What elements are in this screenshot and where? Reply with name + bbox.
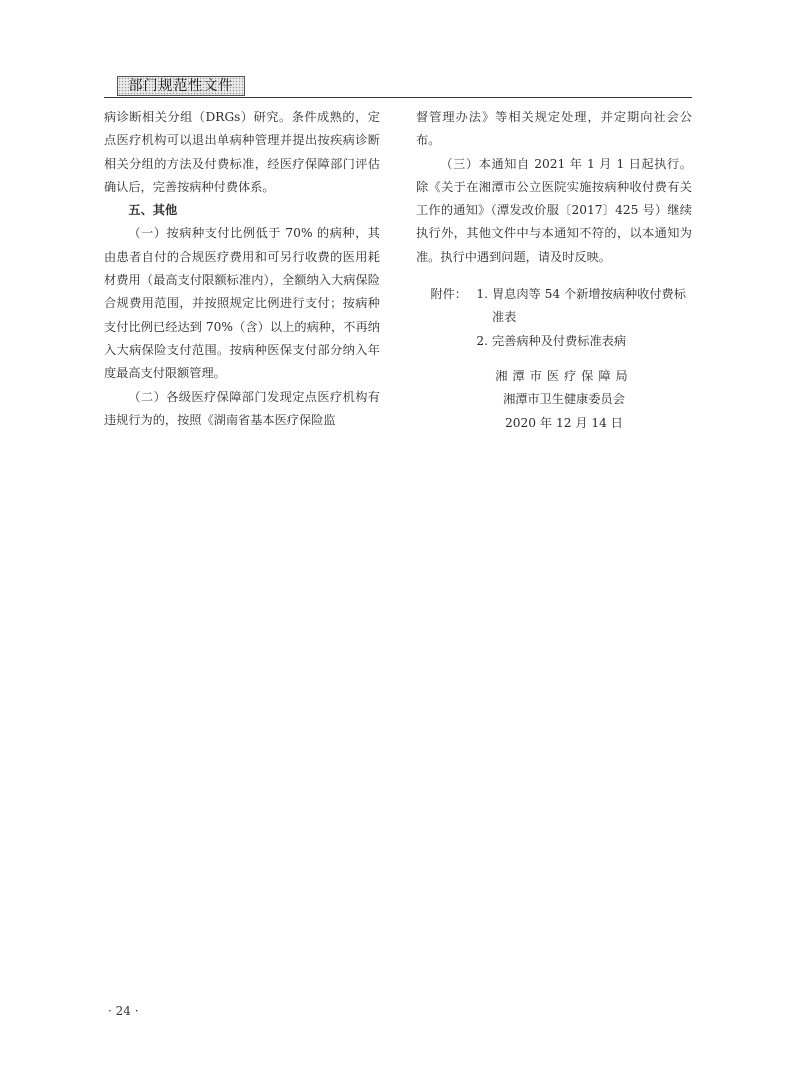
attachment-row-2 [416, 330, 692, 353]
issuer-medical-security-bureau: 湘潭市医疗保障局 [495, 368, 633, 383]
attachment-item [467, 283, 692, 330]
attachment-number: 1. [476, 287, 488, 302]
right-paragraph-2: （三）本通知自 2021 年 1 月 1 日起执行。除《关于在湘潭市公立医院实施按病种收付费有关工作的通知》（潭发改价服〔2017〕425 号）继续执行外，其他文件中与本通知不符的，以本通知为准。执行中遇到问题，请及时反映。 [416, 156, 692, 264]
left-column [104, 106, 380, 432]
issue-date: 2020 年 12 月 14 日 [505, 415, 623, 430]
right-paragraph-1: 督管理办法》等相关规定处理，并定期向社会公布。 [416, 110, 692, 148]
left-paragraph-3: （二）各级医疗保障部门发现定点医疗机构有违规行为的，按照《湖南省基本医疗保险监 [104, 389, 380, 427]
section-label: 部门规范性文件 [117, 76, 245, 96]
attachment-number: 2. [476, 333, 488, 348]
attachment-text: 完善病种及付费标准表病 [492, 333, 627, 348]
attachment-row-1 [416, 283, 692, 330]
header-divider [104, 97, 692, 98]
right-column [416, 106, 692, 435]
attachment-label-spacer [416, 330, 467, 353]
attachments-block [416, 283, 692, 353]
issuer-health-commission: 湘潭市卫生健康委员会 [503, 392, 625, 407]
attachment-label: 附件： [430, 287, 467, 302]
signoff-block [416, 365, 692, 435]
page-number: · 24 · [108, 1004, 139, 1018]
attachment-text: 胃息肉等 54 个新增按病种收付费标准表 [492, 287, 686, 325]
left-paragraph-1: 病诊断相关分组（DRGs）研究。条件成熟的，定点医疗机构可以退出单病种管理并提出按疾病诊断相关分组的方法及付费标准，经医疗保障部门评估确认后，完善按病种付费体系。 [104, 110, 380, 194]
section-heading-other: 五、其他 [128, 203, 178, 218]
attachment-item [467, 330, 692, 353]
left-paragraph-2: （一）按病种支付比例低于 70% 的病种，其由患者自付的合规医疗费用和可另行收费的医用耗材费用（最高支付限额标准内），全额纳入大病保险合规费用范围，并按照规定比例进行支付；按病种支付比例已经达到 70%（含）以上的病种，不再纳入大病保险支付范围。按病种医保支付部分纳入年度最高支付限额管理。 [104, 226, 380, 381]
